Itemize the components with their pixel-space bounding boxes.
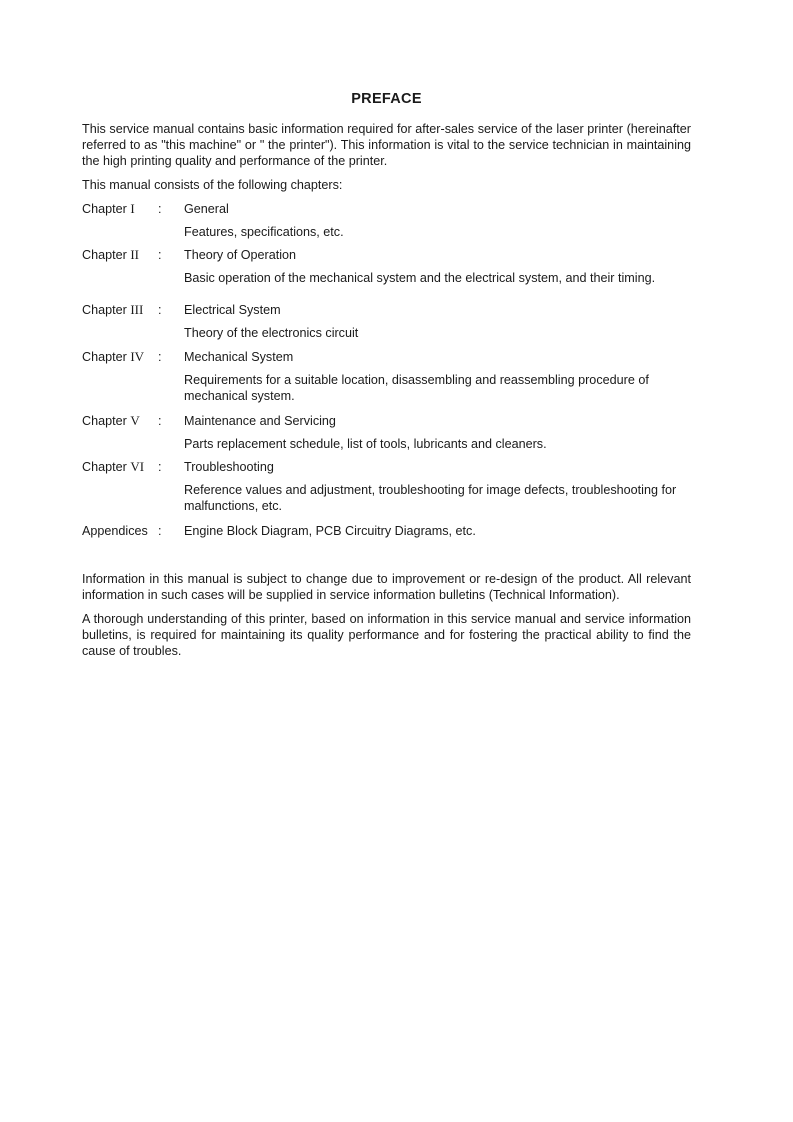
understanding-paragraph: A thorough understanding of this printer, based on information in this service manual and service information bulletins, is required for maintaining its quality performance and for fostering the practical ability to find the cause of troubles. <box>82 612 691 658</box>
chapter-label: Chapter III <box>82 302 144 317</box>
chapter-title: Maintenance and Servicing <box>184 414 336 428</box>
appendices-title: Engine Block Diagram, PCB Circuitry Diagrams, etc. <box>184 524 476 538</box>
chapter-description: Reference values and adjustment, troubleshooting for image defects, troubleshooting for malfunctions, etc. <box>184 483 677 513</box>
chapter-entry <box>82 201 691 247</box>
chapter-colon: : <box>158 248 162 262</box>
chapter-entry <box>82 349 691 413</box>
chapter-colon: : <box>158 414 162 428</box>
chapter-list <box>82 201 691 543</box>
intro-paragraph: This service manual contains basic information required for after-sales service of the laser printer (hereinafter referred to as "this machine" or " the printer"). This information is vital to the service technician in maintaining the high printing quality and performance of the printer. <box>82 122 691 168</box>
chapter-colon: : <box>158 460 162 474</box>
chapter-label: Chapter II <box>82 247 139 262</box>
chapter-description: Basic operation of the mechanical system and the electrical system, and their timing. <box>184 271 656 285</box>
chapter-title: Mechanical System <box>184 350 294 364</box>
chapter-entry <box>82 413 691 459</box>
chapter-description: Requirements for a suitable location, disassembling and reassembling procedure of mechanical system. <box>184 373 649 403</box>
page-title: PREFACE <box>351 91 422 107</box>
chapter-entry <box>82 302 691 349</box>
appendices-entry <box>82 523 691 543</box>
chapter-description: Parts replacement schedule, list of tools, lubricants and cleaners. <box>184 437 547 451</box>
chapter-title: Troubleshooting <box>184 460 274 474</box>
chapter-label: Chapter IV <box>82 349 145 364</box>
change-notice-paragraph: Information in this manual is subject to change due to improvement or re-design of the product. All relevant information in such cases will be supplied in service information bulletins (Technical Information). <box>82 572 691 602</box>
chapter-label: Chapter I <box>82 201 135 216</box>
chapter-description: Features, specifications, etc. <box>184 225 344 239</box>
chapter-label: Chapter VI <box>82 459 145 474</box>
chapter-entry <box>82 459 691 523</box>
chapters-intro-paragraph: This manual consists of the following chapters: <box>82 178 343 192</box>
chapter-description: Theory of the electronics circuit <box>184 326 359 340</box>
chapter-colon: : <box>158 524 162 538</box>
appendices-label: Appendices <box>82 524 148 538</box>
chapter-colon: : <box>158 350 162 364</box>
chapter-title: Electrical System <box>184 303 281 317</box>
chapter-title: Theory of Operation <box>184 248 297 262</box>
chapter-label: Chapter V <box>82 413 140 428</box>
chapter-title: General <box>184 202 229 216</box>
chapter-colon: : <box>158 202 162 216</box>
chapter-colon: : <box>158 303 162 317</box>
chapter-entry <box>82 247 691 302</box>
